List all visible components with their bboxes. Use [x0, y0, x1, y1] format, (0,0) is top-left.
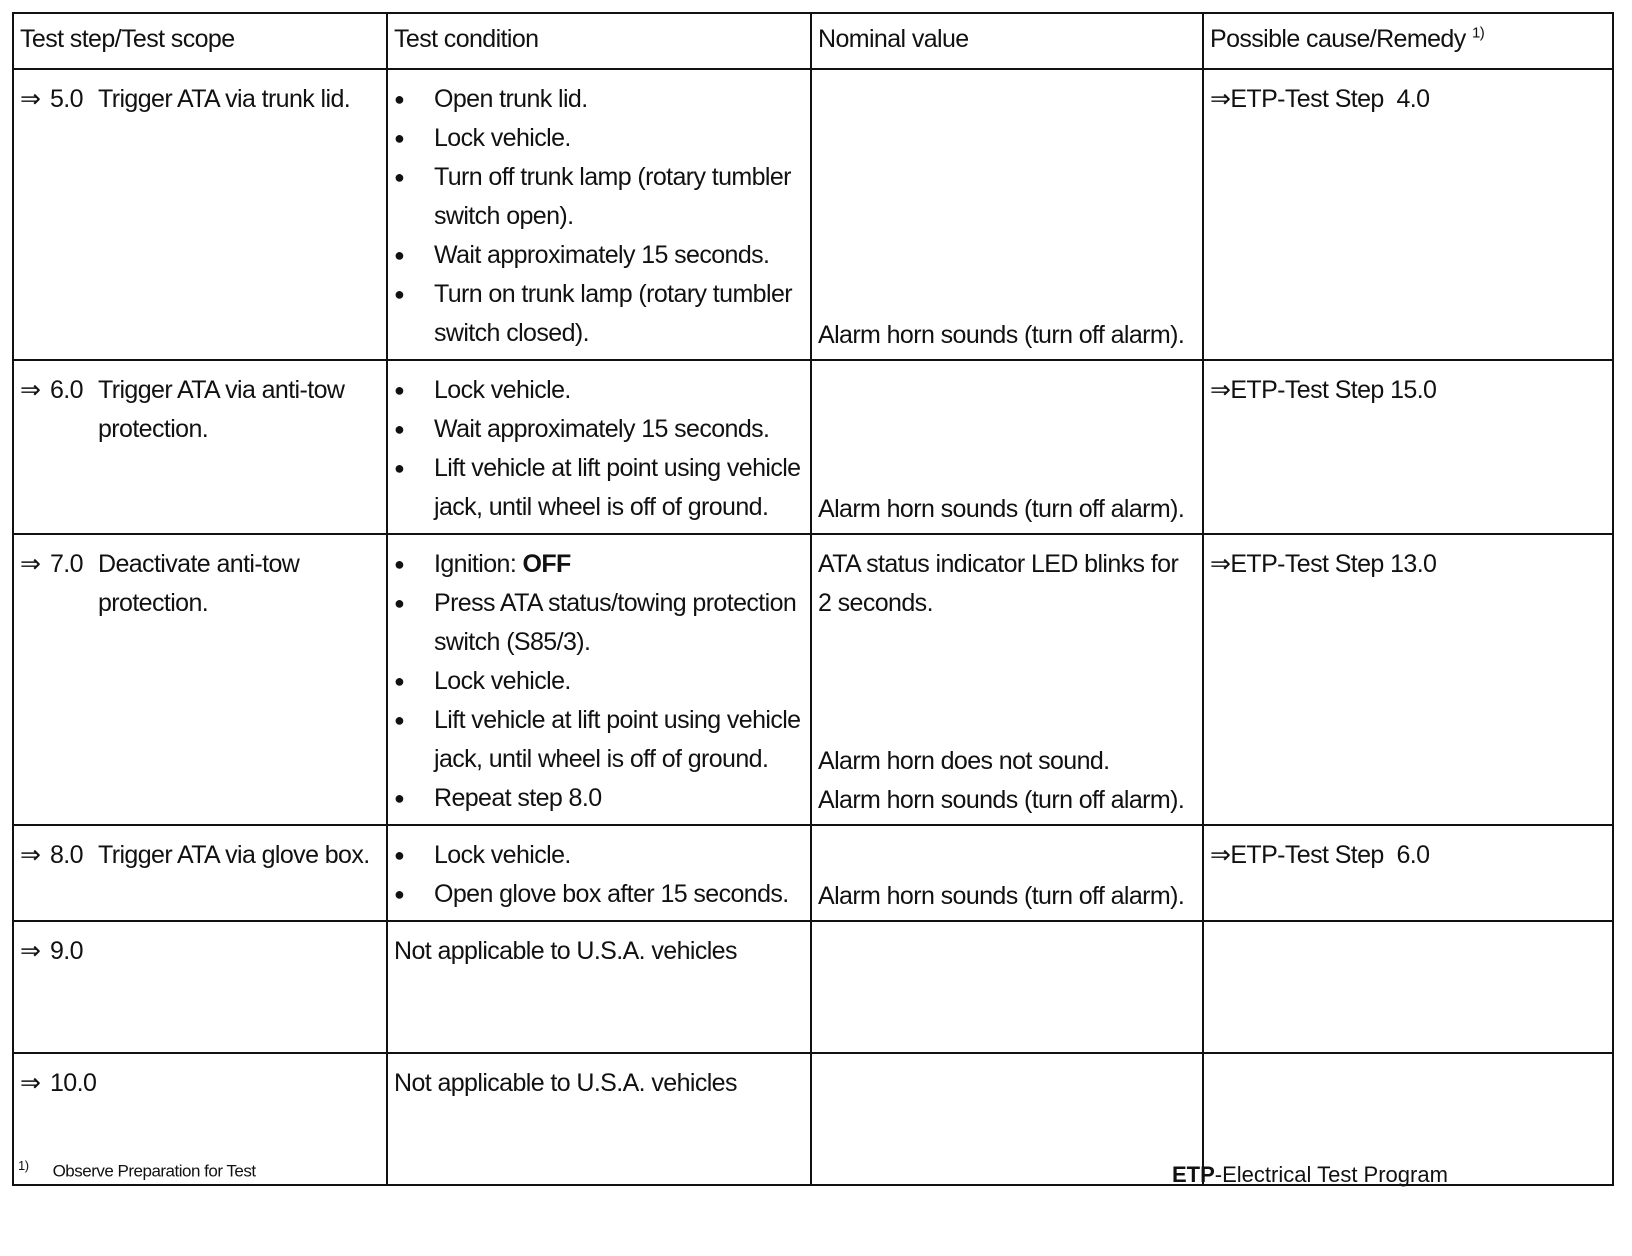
step-number: 8.0 [50, 841, 83, 869]
remedy-label: ETP-Test Step [1230, 85, 1384, 113]
remedy-label: ETP-Test Step [1230, 841, 1384, 869]
arrow-icon: ⇒ [1210, 841, 1231, 869]
condition-text: Repeat step 8.0 [434, 784, 602, 812]
step-cell [13, 825, 387, 921]
condition-text: Lock vehicle. [434, 376, 571, 404]
footnote-mark: 1) [18, 1158, 29, 1173]
step-scope: Trigger ATA via glove box. [98, 841, 370, 869]
condition-text: Open trunk lid. [434, 85, 588, 113]
footnote-text: Observe Preparation for Test [52, 1161, 256, 1181]
footer-prefix: ETP [1172, 1162, 1215, 1187]
footer-title: -Electrical Test Program [1214, 1162, 1448, 1187]
step-number: 9.0 [50, 937, 83, 965]
condition-text: Press ATA status/towing protection switch (S85/3). [434, 589, 797, 656]
condition-cell [387, 825, 811, 921]
nominal-value: Alarm horn sounds (turn off alarm). [818, 882, 1185, 910]
test-procedure-sheet [12, 12, 1612, 1186]
bullet-icon: ● [394, 884, 405, 904]
remedy-cell [1203, 825, 1613, 921]
condition-text: Turn on trunk lamp (rotary tumbler switch closed). [434, 280, 792, 347]
arrow-icon: ⇒ [20, 1069, 41, 1097]
nominal-cell [811, 360, 1203, 534]
bullet-icon: ● [394, 89, 405, 109]
test-procedure-table [12, 12, 1614, 1186]
step-cell [13, 360, 387, 534]
bullet-icon: ● [394, 710, 405, 730]
step-scope: Trigger ATA via trunk lid. [98, 85, 351, 113]
list-item [394, 275, 804, 353]
condition-text: Lock vehicle. [434, 667, 571, 695]
remedy-cell [1203, 360, 1613, 534]
bullet-icon: ● [394, 167, 405, 187]
nominal-cell [811, 825, 1203, 921]
nominal-cell [811, 921, 1203, 1053]
remedy-step: 6.0 [1396, 841, 1430, 869]
bullet-icon: ● [394, 380, 405, 400]
nominal-cell [811, 69, 1203, 360]
step-cell [13, 69, 387, 360]
header-possible-cause-label: Possible cause/Remedy [1210, 25, 1466, 53]
step-cell [13, 921, 387, 1053]
remedy-cell [1203, 534, 1613, 825]
condition-cell: Not applicable to U.S.A. vehicles [387, 921, 811, 1053]
arrow-icon: ⇒ [20, 841, 41, 869]
bullet-icon: ● [394, 671, 405, 691]
list-item [394, 662, 804, 701]
remedy-step: 15.0 [1390, 376, 1437, 404]
list-item [394, 236, 804, 275]
condition-text: Turn off trunk lamp (rotary tumbler switch open). [434, 163, 791, 230]
table-row [13, 360, 1613, 534]
bullet-icon: ● [394, 458, 405, 478]
footnote-reference: 1) [1471, 24, 1485, 42]
condition-cell [387, 534, 811, 825]
table-row [13, 825, 1613, 921]
list-item [394, 371, 804, 410]
list-item [394, 119, 804, 158]
arrow-icon: ⇒ [20, 550, 41, 578]
nominal-cell [811, 1053, 1203, 1185]
condition-cell [387, 360, 811, 534]
remedy-label: ETP-Test Step [1230, 550, 1384, 578]
bullet-icon: ● [394, 245, 405, 265]
table-row [13, 69, 1613, 360]
page-footer [1172, 1162, 1448, 1188]
nominal-cell [811, 534, 1203, 825]
table-header-row [13, 13, 1613, 69]
header-test-step: Test step/Test scope [13, 13, 387, 69]
list-item [394, 545, 804, 584]
header-test-condition: Test condition [387, 13, 811, 69]
condition-cell [387, 69, 811, 360]
arrow-icon: ⇒ [20, 937, 41, 965]
condition-text: Lift vehicle at lift point using vehicle jack, until wheel is off of ground. [434, 454, 801, 521]
nominal-value: Alarm horn sounds (turn off alarm). [818, 495, 1185, 523]
ignition-label: Ignition: [434, 550, 517, 578]
list-item [394, 80, 804, 119]
remedy-step: 4.0 [1396, 85, 1430, 113]
arrow-icon: ⇒ [1210, 376, 1231, 404]
list-item [394, 410, 804, 449]
step-cell [13, 534, 387, 825]
bullet-icon: ● [394, 788, 405, 808]
step-number: 6.0 [50, 376, 83, 404]
list-item [394, 836, 804, 875]
bullet-icon: ● [394, 284, 405, 304]
condition-text: Lift vehicle at lift point using vehicle jack, until wheel is off of ground. [434, 706, 801, 773]
arrow-icon: ⇒ [1210, 85, 1231, 113]
condition-text: Lock vehicle. [434, 841, 571, 869]
ignition-value: OFF [522, 550, 571, 578]
list-item [394, 875, 804, 914]
remedy-label: ETP-Test Step [1230, 376, 1384, 404]
table-row [13, 921, 1613, 1053]
condition-cell: Not applicable to U.S.A. vehicles [387, 1053, 811, 1185]
remedy-cell [1203, 69, 1613, 360]
table-row [13, 534, 1613, 825]
nominal-value-led: ATA status indicator LED blinks for 2 seconds. [818, 550, 1179, 617]
footnote [18, 1158, 256, 1182]
nominal-value: Alarm horn does not sound. [818, 747, 1110, 775]
step-scope: Deactivate anti-tow protection. [98, 550, 300, 617]
header-nominal-value: Nominal value [811, 13, 1203, 69]
list-item [394, 584, 804, 662]
step-number: 5.0 [50, 85, 83, 113]
bullet-icon: ● [394, 593, 405, 613]
list-item [394, 779, 804, 818]
arrow-icon: ⇒ [20, 85, 41, 113]
bullet-icon: ● [394, 845, 405, 865]
list-item [394, 158, 804, 236]
header-possible-cause [1203, 13, 1613, 69]
nominal-value: Alarm horn sounds (turn off alarm). [818, 321, 1185, 349]
remedy-cell [1203, 921, 1613, 1053]
step-number: 10.0 [50, 1069, 97, 1097]
bullet-icon: ● [394, 128, 405, 148]
condition-text: Wait approximately 15 seconds. [434, 241, 770, 269]
list-item [394, 701, 804, 779]
nominal-value: Alarm horn sounds (turn off alarm). [818, 786, 1185, 814]
list-item [394, 449, 804, 527]
condition-text: Open glove box after 15 seconds. [434, 880, 789, 908]
remedy-step: 13.0 [1390, 550, 1437, 578]
condition-text: Lock vehicle. [434, 124, 571, 152]
bullet-icon: ● [394, 419, 405, 439]
bullet-icon: ● [394, 554, 405, 574]
arrow-icon: ⇒ [20, 376, 41, 404]
step-number: 7.0 [50, 550, 83, 578]
arrow-icon: ⇒ [1210, 550, 1231, 578]
condition-text: Wait approximately 15 seconds. [434, 415, 770, 443]
step-scope: Trigger ATA via anti-tow protection. [98, 376, 345, 443]
